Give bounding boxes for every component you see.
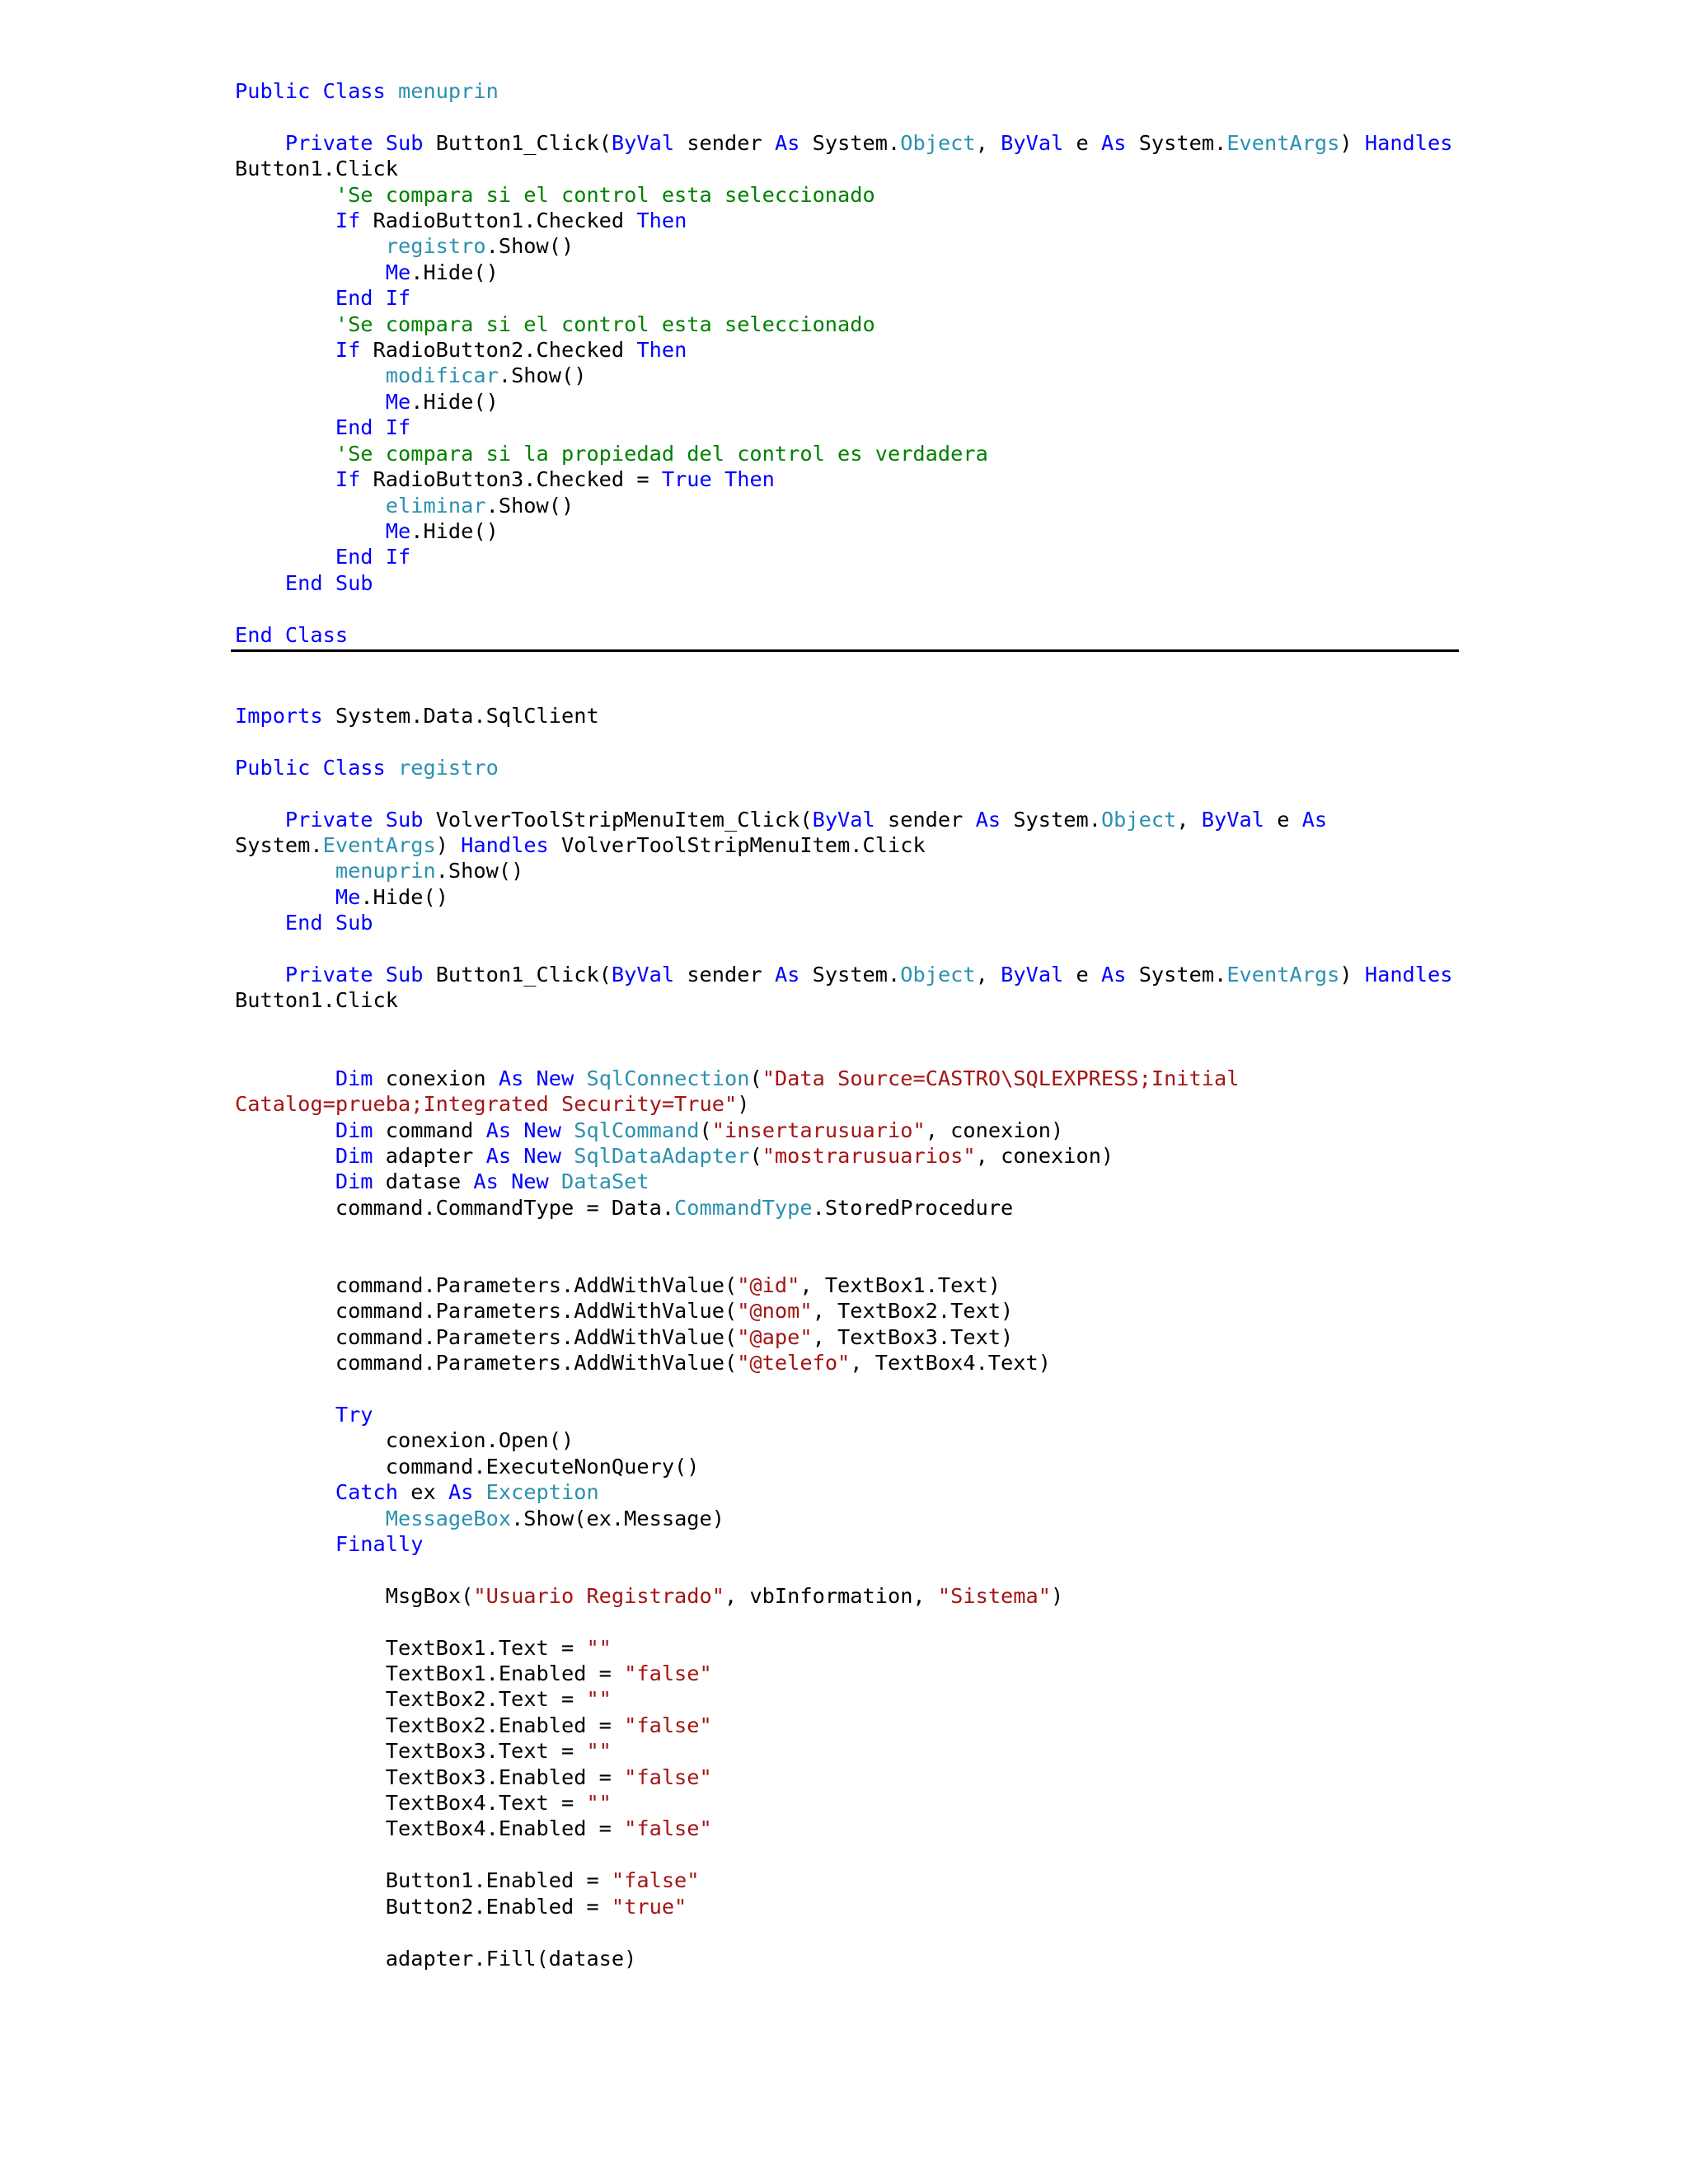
code-text: TextBox2.Text = bbox=[235, 1687, 587, 1712]
code-line bbox=[235, 885, 448, 909]
code-keyword: As bbox=[975, 807, 1014, 832]
code-type-name: CommandType bbox=[674, 1195, 813, 1220]
code-line bbox=[235, 1273, 1001, 1297]
code-text: Button1.Enabled = bbox=[235, 1868, 612, 1893]
code-line bbox=[235, 79, 499, 103]
code-keyword: ByVal bbox=[1001, 130, 1076, 155]
code-text: adapter bbox=[385, 1143, 486, 1168]
code-keyword: If bbox=[235, 338, 373, 363]
code-keyword: Public Class bbox=[235, 755, 398, 780]
code-string: "Sistema" bbox=[937, 1583, 1051, 1608]
code-line bbox=[235, 1092, 749, 1116]
code-keyword: ByVal bbox=[1001, 963, 1076, 987]
code-string: "insertarusuario" bbox=[711, 1118, 926, 1142]
code-keyword: Public Class bbox=[235, 79, 398, 103]
code-line bbox=[235, 260, 499, 284]
code-text: sender bbox=[687, 130, 775, 155]
code-keyword: As New bbox=[473, 1169, 562, 1194]
code-text: command.Parameters.AddWithValue( bbox=[235, 1324, 738, 1349]
code-type-name: MessageBox bbox=[385, 1506, 512, 1530]
code-keyword: Handles bbox=[1364, 963, 1453, 987]
code-text: e bbox=[1277, 807, 1302, 832]
code-type-name: Object bbox=[1100, 807, 1177, 832]
code-text: .Hide() bbox=[410, 260, 499, 284]
code-string: "false" bbox=[624, 1765, 712, 1789]
code-text: RadioButton3.Checked = bbox=[373, 467, 662, 492]
code-text: ( bbox=[699, 1118, 712, 1142]
code-keyword: End Sub bbox=[235, 911, 373, 935]
code-line bbox=[235, 911, 373, 935]
code-comment: 'Se compara si la propiedad del control es verdadera bbox=[235, 441, 988, 466]
code-keyword: ByVal bbox=[611, 130, 687, 155]
code-text: System.Data.SqlClient bbox=[335, 704, 599, 728]
code-line bbox=[235, 1455, 700, 1479]
code-text: Button2.Enabled = bbox=[235, 1894, 612, 1919]
code-line bbox=[235, 415, 410, 439]
code-keyword: ByVal bbox=[1201, 807, 1278, 832]
code-type-name: EventArgs bbox=[1226, 963, 1340, 987]
code-text: System. bbox=[812, 130, 901, 155]
code-text: .Show() bbox=[485, 234, 574, 259]
code-text: , vbInformation, bbox=[724, 1583, 938, 1608]
code-type-name: SqlConnection bbox=[586, 1066, 750, 1090]
code-text: , bbox=[975, 130, 1001, 155]
code-text: command.Parameters.AddWithValue( bbox=[235, 1351, 738, 1376]
code-keyword: Finally bbox=[235, 1532, 424, 1556]
code-text bbox=[235, 1507, 386, 1530]
code-line bbox=[235, 1299, 1013, 1323]
code-text: , conexion) bbox=[925, 1118, 1064, 1142]
code-text: command bbox=[385, 1118, 486, 1142]
code-keyword: Try bbox=[235, 1402, 373, 1427]
code-keyword: End Sub bbox=[235, 570, 373, 595]
code-keyword: Dim bbox=[235, 1143, 386, 1168]
code-text: .Show() bbox=[435, 859, 524, 883]
code-line bbox=[235, 390, 499, 414]
code-type-name: menuprin bbox=[335, 859, 436, 883]
code-keyword: As bbox=[1100, 963, 1139, 987]
code-text: ) bbox=[1050, 1583, 1064, 1608]
code-line bbox=[235, 234, 574, 258]
code-type-name: menuprin bbox=[398, 79, 499, 103]
code-text: e bbox=[1076, 130, 1101, 155]
code-line bbox=[235, 1118, 1063, 1142]
code-type-name: SqlCommand bbox=[574, 1118, 700, 1142]
code-keyword: If bbox=[235, 467, 373, 492]
code-text: TextBox1.Text = bbox=[235, 1635, 587, 1660]
code-keyword: End If bbox=[235, 415, 411, 440]
code-line bbox=[235, 1636, 612, 1660]
code-text: ( bbox=[749, 1143, 762, 1168]
code-line bbox=[235, 1066, 1239, 1090]
code-keyword: ByVal bbox=[812, 807, 888, 832]
code-keyword: ByVal bbox=[611, 963, 687, 987]
code-keyword: Dim bbox=[235, 1118, 386, 1142]
code-line bbox=[235, 467, 775, 491]
code-keyword: As bbox=[774, 130, 813, 155]
code-line bbox=[235, 833, 926, 857]
code-line bbox=[235, 988, 398, 1012]
code-comment: 'Se compara si el control esta seleccionado bbox=[235, 312, 875, 336]
code-line bbox=[235, 859, 523, 883]
code-line bbox=[235, 1895, 687, 1919]
code-text bbox=[235, 519, 386, 543]
code-text bbox=[235, 363, 386, 387]
code-text: command.CommandType = Data. bbox=[235, 1195, 675, 1220]
code-string: "false" bbox=[624, 1713, 712, 1737]
code-text: .Hide() bbox=[410, 389, 499, 414]
code-text bbox=[235, 859, 335, 883]
code-line bbox=[235, 1791, 612, 1815]
code-text: sender bbox=[687, 963, 775, 987]
code-text: , bbox=[1176, 807, 1202, 832]
code-text: conexion.Open() bbox=[235, 1428, 574, 1453]
code-line bbox=[235, 131, 1452, 155]
code-string: "false" bbox=[624, 1661, 712, 1686]
code-line bbox=[235, 338, 687, 362]
code-keyword: End If bbox=[235, 286, 411, 311]
code-keyword: Handles bbox=[461, 833, 562, 858]
code-line bbox=[235, 756, 499, 780]
code-string: "@nom" bbox=[737, 1299, 813, 1324]
code-text bbox=[235, 885, 335, 909]
code-text: TextBox4.Enabled = bbox=[235, 1816, 625, 1841]
code-line bbox=[235, 286, 410, 310]
code-type-name: EventArgs bbox=[1226, 130, 1340, 155]
code-keyword: End Class bbox=[235, 622, 349, 647]
code-text: command.ExecuteNonQuery() bbox=[235, 1454, 700, 1479]
code-text: sender bbox=[887, 807, 976, 832]
code-text: TextBox3.Enabled = bbox=[235, 1765, 625, 1789]
code-text: ( bbox=[749, 1066, 762, 1090]
code-keyword: Private Sub bbox=[235, 963, 436, 987]
code-line bbox=[235, 494, 574, 518]
code-keyword: As bbox=[1301, 807, 1328, 832]
code-line bbox=[235, 545, 410, 569]
code-text: System. bbox=[1138, 963, 1227, 987]
code-type-name: eliminar bbox=[385, 493, 486, 518]
code-block-registro bbox=[235, 703, 1452, 1971]
code-string: "@telefo" bbox=[737, 1351, 851, 1376]
code-text: command.Parameters.AddWithValue( bbox=[235, 1299, 738, 1324]
code-text: .Hide() bbox=[360, 884, 448, 909]
code-text: MsgBox( bbox=[235, 1583, 474, 1608]
code-string: "" bbox=[586, 1739, 612, 1764]
code-text bbox=[235, 234, 386, 258]
code-text: .Hide() bbox=[410, 518, 499, 543]
code-type-name: modificar bbox=[385, 363, 499, 388]
code-type-name: Exception bbox=[485, 1480, 599, 1505]
code-text: Button1.Click bbox=[235, 988, 398, 1013]
code-text bbox=[235, 260, 386, 284]
code-text: , TextBox2.Text) bbox=[812, 1299, 1014, 1324]
code-keyword: As New bbox=[485, 1143, 574, 1168]
code-keyword: As New bbox=[485, 1118, 574, 1142]
code-type-name: EventArgs bbox=[322, 833, 436, 858]
code-comment: 'Se compara si el control esta seleccionado bbox=[235, 182, 875, 207]
code-keyword: Me bbox=[385, 518, 411, 543]
code-string: "Usuario Registrado" bbox=[473, 1583, 724, 1608]
code-line bbox=[235, 1687, 612, 1711]
code-line bbox=[235, 1169, 649, 1193]
code-line bbox=[235, 519, 499, 543]
code-line bbox=[235, 1661, 712, 1685]
code-line bbox=[235, 209, 687, 232]
code-text: Button1_Click( bbox=[435, 963, 612, 987]
code-line bbox=[235, 1584, 1063, 1608]
code-line bbox=[235, 183, 875, 207]
code-text: .Show() bbox=[498, 363, 587, 388]
code-line bbox=[235, 1816, 712, 1840]
code-line bbox=[235, 1144, 1114, 1168]
code-text: ) bbox=[737, 1092, 750, 1117]
code-text: ) bbox=[1339, 130, 1365, 155]
code-string: "Data Source=CASTRO\SQLEXPRESS;Initial bbox=[762, 1066, 1240, 1090]
code-text: e bbox=[1076, 963, 1101, 987]
code-text: , bbox=[975, 963, 1001, 987]
code-text: TextBox3.Text = bbox=[235, 1739, 587, 1764]
code-keyword: As bbox=[448, 1480, 486, 1505]
code-string: "" bbox=[586, 1791, 612, 1816]
code-text: Button1_Click( bbox=[435, 130, 612, 155]
code-line bbox=[235, 1868, 700, 1892]
code-text: , TextBox4.Text) bbox=[850, 1351, 1051, 1376]
code-line bbox=[235, 1532, 423, 1556]
code-line bbox=[235, 1351, 1051, 1375]
code-string: "true" bbox=[611, 1894, 687, 1919]
code-line bbox=[235, 363, 586, 387]
code-text: ) bbox=[435, 833, 462, 858]
code-text: Button1.Click bbox=[235, 157, 398, 181]
code-string: "false" bbox=[624, 1816, 712, 1841]
code-string: "@ape" bbox=[737, 1324, 813, 1349]
code-line bbox=[235, 312, 875, 336]
code-line bbox=[235, 1739, 612, 1763]
code-line bbox=[235, 442, 988, 466]
code-line bbox=[235, 1428, 574, 1452]
code-keyword: Imports bbox=[235, 704, 335, 728]
code-text: , TextBox3.Text) bbox=[812, 1324, 1014, 1349]
code-line bbox=[235, 1765, 712, 1789]
code-line bbox=[235, 1713, 712, 1737]
code-keyword: As New bbox=[498, 1066, 587, 1090]
code-text bbox=[235, 494, 386, 518]
code-keyword: Me bbox=[385, 389, 411, 414]
code-keyword: Catch bbox=[235, 1480, 411, 1505]
code-line bbox=[235, 1947, 636, 1971]
code-text: TextBox4.Text = bbox=[235, 1791, 587, 1816]
code-text: System. bbox=[812, 963, 901, 987]
code-text: System. bbox=[1138, 130, 1227, 155]
code-keyword: End If bbox=[235, 545, 411, 569]
code-string: Catalog=prueba;Integrated Security=True" bbox=[235, 1092, 738, 1117]
code-line bbox=[235, 1507, 724, 1530]
code-line bbox=[235, 808, 1327, 832]
code-keyword: Handles bbox=[1364, 130, 1453, 155]
code-string: "" bbox=[586, 1687, 612, 1712]
code-line bbox=[235, 963, 1452, 987]
code-line bbox=[235, 157, 398, 180]
code-keyword: As bbox=[1100, 130, 1139, 155]
code-text bbox=[235, 390, 386, 414]
code-keyword: If bbox=[235, 209, 373, 233]
code-text: RadioButton2.Checked bbox=[373, 338, 637, 363]
code-text: ) bbox=[1339, 963, 1365, 987]
code-text: .Show() bbox=[485, 493, 574, 518]
code-string: "false" bbox=[611, 1868, 700, 1893]
code-text: , conexion) bbox=[975, 1143, 1114, 1168]
code-type-name: DataSet bbox=[561, 1169, 649, 1194]
code-line bbox=[235, 623, 348, 647]
code-keyword: Me bbox=[385, 260, 411, 284]
code-text: VolverToolStripMenuItem_Click( bbox=[435, 807, 813, 832]
code-text: datase bbox=[385, 1169, 474, 1194]
code-string: "" bbox=[586, 1635, 612, 1660]
code-type-name: SqlDataAdapter bbox=[574, 1143, 750, 1168]
code-keyword: Then bbox=[636, 209, 687, 233]
code-type-name: Object bbox=[900, 130, 976, 155]
code-text: adapter.Fill(datase) bbox=[235, 1946, 637, 1971]
code-keyword: Then bbox=[636, 338, 687, 363]
code-line bbox=[235, 704, 599, 728]
code-string: "@id" bbox=[737, 1272, 800, 1297]
code-text: VolverToolStripMenuItem.Click bbox=[561, 833, 926, 858]
code-keyword: Me bbox=[335, 884, 361, 909]
code-type-name: registro bbox=[398, 755, 499, 780]
code-keyword: True Then bbox=[661, 467, 775, 492]
code-keyword: Dim bbox=[235, 1066, 386, 1090]
code-line bbox=[235, 1196, 1013, 1220]
code-keyword: Dim bbox=[235, 1169, 386, 1194]
code-line bbox=[235, 1480, 599, 1504]
code-text: System. bbox=[235, 833, 323, 858]
section-divider bbox=[231, 649, 1459, 652]
code-keyword: Private Sub bbox=[235, 130, 436, 155]
code-text: , TextBox1.Text) bbox=[799, 1272, 1001, 1297]
code-text: conexion bbox=[385, 1066, 499, 1090]
code-text: ex bbox=[410, 1480, 448, 1505]
code-block-menuprin bbox=[235, 78, 1452, 648]
code-line bbox=[235, 1403, 373, 1427]
code-text: .StoredProcedure bbox=[812, 1195, 1014, 1220]
code-text: TextBox2.Enabled = bbox=[235, 1713, 625, 1737]
code-type-name: Object bbox=[900, 963, 976, 987]
code-string: "mostrarusuarios" bbox=[762, 1143, 976, 1168]
code-line bbox=[235, 571, 373, 595]
code-text: RadioButton1.Checked bbox=[373, 209, 637, 233]
code-keyword: Private Sub bbox=[235, 807, 436, 832]
code-text: command.Parameters.AddWithValue( bbox=[235, 1272, 738, 1297]
code-text: System. bbox=[1013, 807, 1101, 832]
code-text: .Show(ex.Message) bbox=[511, 1506, 724, 1530]
code-type-name: registro bbox=[385, 234, 486, 259]
code-text: TextBox1.Enabled = bbox=[235, 1661, 625, 1686]
code-keyword: As bbox=[774, 963, 813, 987]
code-line bbox=[235, 1325, 1013, 1349]
